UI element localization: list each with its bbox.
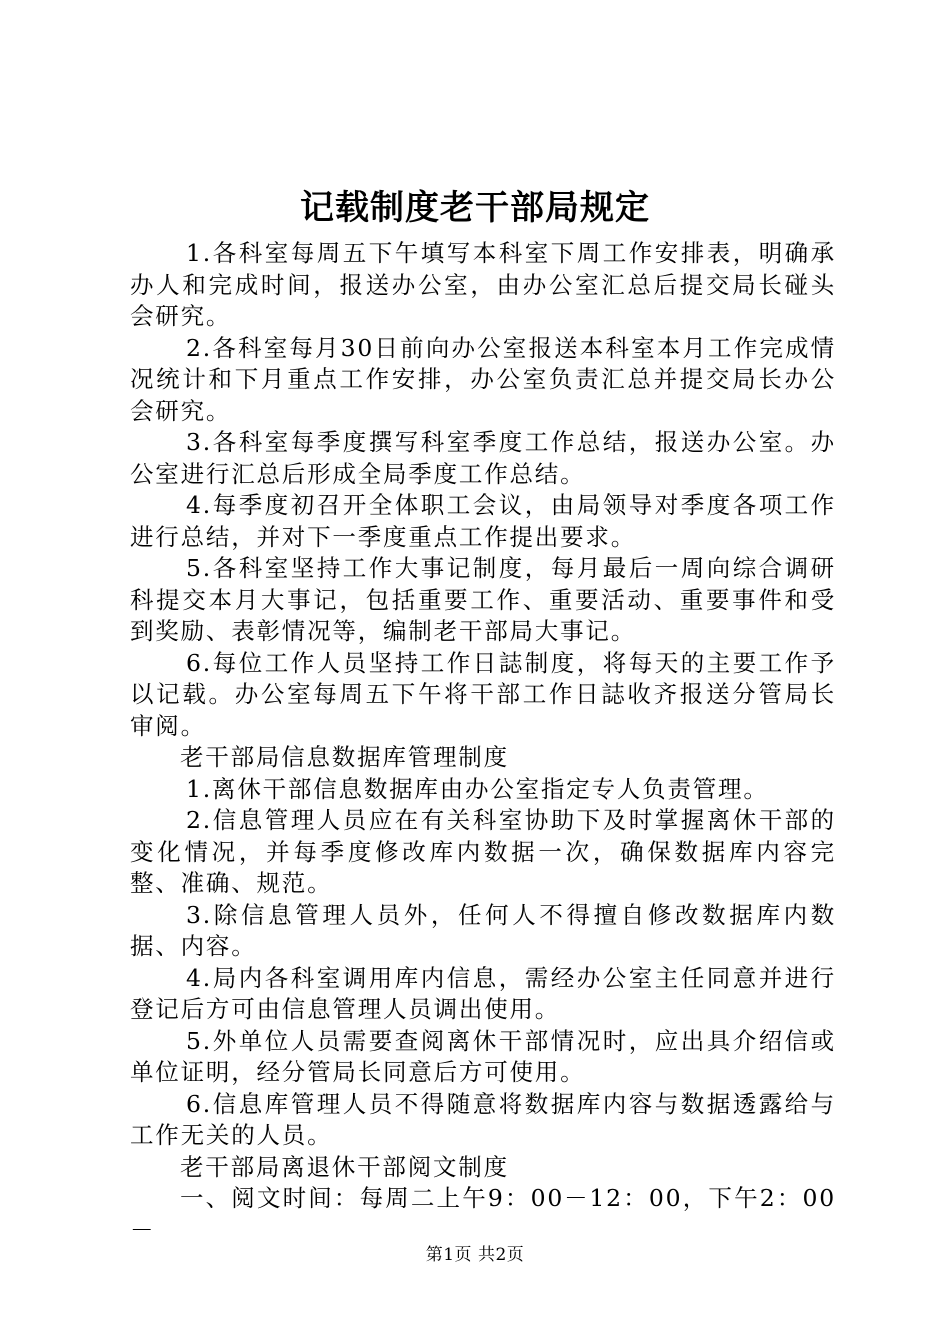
document-title: 记载制度老干部局规定 bbox=[300, 188, 650, 228]
paragraph-rule-4: 4.每季度初召开全体职工会议，由局领导对季度各项工作进行总结，并对下一季度重点工作提出要求。 bbox=[130, 491, 836, 551]
paragraph-rule-6: 6.每位工作人员坚持工作日誌制度，将每天的主要工作予以记载。办公室每周五下午将干部工作日誌收齐报送分管局长审阅。 bbox=[130, 648, 836, 740]
paragraph-rule-2: 2.各科室每月30日前向办公室报送本科室本月工作完成情况统计和下月重点工作安排，办公室负责汇总并提交局长办公会研究。 bbox=[130, 333, 836, 425]
document-body bbox=[130, 238, 836, 1246]
paragraph-db-rule-4: 4.局内各科室调用库内信息，需经办公室主任同意并进行登记后方可由信息管理人员调出使用。 bbox=[130, 963, 836, 1023]
page-footer: 第1页 共2页 bbox=[425, 1245, 525, 1265]
section-heading-reading: 老干部局离退休干部阅文制度 bbox=[180, 1152, 509, 1181]
paragraph-rule-3: 3.各科室每季度撰写科室季度工作总结，报送办公室。办公室进行汇总后形成全局季度工作总结。 bbox=[130, 428, 836, 488]
paragraph-db-rule-6: 6.信息库管理人员不得随意将数据库内容与数据透露给与工作无关的人员。 bbox=[130, 1089, 836, 1149]
paragraph-db-rule-1: 1.离休干部信息数据库由办公室指定专人负责管理。 bbox=[186, 774, 769, 803]
section-heading-database: 老干部局信息数据库管理制度 bbox=[180, 743, 509, 771]
paragraph-db-rule-2: 2.信息管理人员应在有关科室协助下及时掌握离休干部的变化情况，并每季度修改库内数据一次，确保数据库内容完整、准确、规范。 bbox=[130, 806, 836, 897]
paragraph-db-rule-5: 5.外单位人员需要查阅离休干部情况时，应出具介绍信或单位证明，经分管局长同意后方可使用。 bbox=[130, 1026, 836, 1086]
paragraph-rule-1: 1.各科室每周五下午填写本科室下周工作安排表，明确承办人和完成时间，报送办公室，由办公室汇总后提交局长碰头会研究。 bbox=[130, 239, 836, 330]
paragraph-db-rule-3: 3.除信息管理人员外，任何人不得擅自修改数据库内数据、内容。 bbox=[130, 900, 836, 960]
paragraph-rule-5: 5.各科室坚持工作大事记制度，每月最后一周向综合调研科提交本月大事记，包括重要工作、重要活动、重要事件和受到奖励、表彰情况等，编制老干部局大事记。 bbox=[130, 554, 836, 645]
paragraph-reading-time: 一、阅文时间：每周二上午9：00－12：00，下午2：00－ bbox=[130, 1184, 836, 1244]
